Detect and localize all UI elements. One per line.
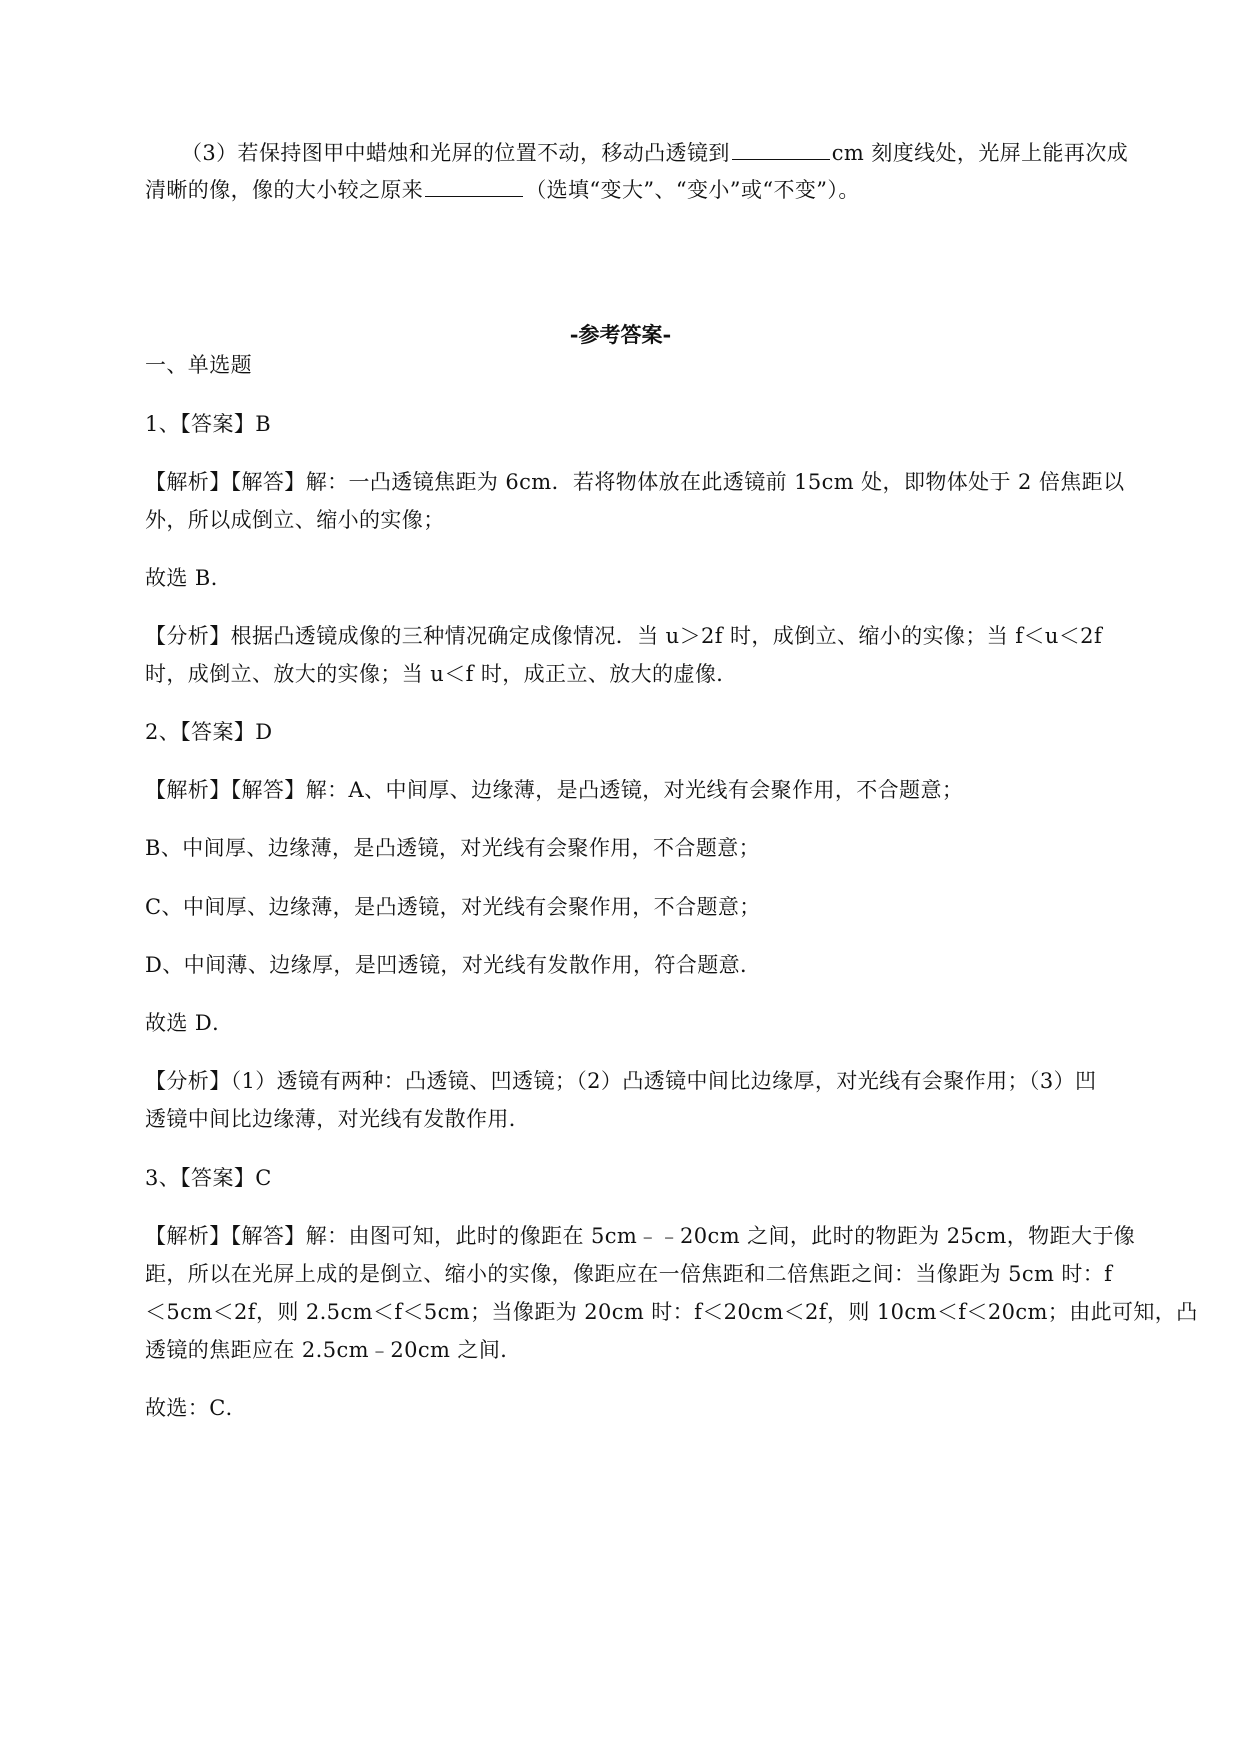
answer-2-analysis-b: B、中间厚、边缘薄，是凸透镜，对光线有会聚作用，不合题意； <box>145 836 761 860</box>
answer-1-analysis-line-2: 外，所以成倒立、缩小的实像； <box>145 508 445 532</box>
answer-1-label: 1、【答案】B <box>145 412 272 436</box>
question-3-text-2b: （选填“变大”、“变小”或“不变”）。 <box>525 178 860 202</box>
answer-1-fenxi-line-2: 时，成倒立、放大的实像；当 u＜f 时，成正立、放大的虚像． <box>145 662 738 686</box>
answer-blank-1 <box>732 139 830 160</box>
answer-2-analysis-c: C、中间厚、边缘薄，是凸透镜，对光线有会聚作用，不合题意； <box>145 895 761 919</box>
answer-2-fenxi-line-1: 【分析】（1）透镜有两种：凸透镜、凹透镜；（2）凸透镜中间比边缘厚，对光线有会聚作用；（3）凹 <box>145 1069 1097 1093</box>
section-title: 一、单选题 <box>145 353 252 377</box>
answer-2-fenxi-line-2: 透镜中间比边缘薄，对光线有发散作用． <box>145 1107 531 1131</box>
answer-1-choice: 故选 B． <box>145 566 233 590</box>
question-3-line-2 <box>145 175 1155 205</box>
answer-3-analysis-line-3: ＜5cm＜2f，则 2.5cm＜f＜5cm；当像距为 20cm 时：f＜20cm＜2f，则 10cm＜f＜20cm；由此可知，凸 <box>145 1300 1198 1324</box>
answer-3-analysis-line-2: 距，所以在光屏上成的是倒立、缩小的实像，像距应在一倍焦距和二倍焦距之间：当像距为 5cm 时：f <box>145 1262 1113 1286</box>
question-3-line-1 <box>181 138 1191 168</box>
answers-title: -参考答案- <box>569 322 672 347</box>
answer-3-choice: 故选：C． <box>145 1396 248 1420</box>
answer-2-label: 2、【答案】D <box>145 720 273 744</box>
answer-blank-2 <box>425 176 523 197</box>
answer-3-label: 3、【答案】C <box>145 1166 272 1190</box>
answer-1-analysis-line-1: 【解析】【解答】解：一凸透镜焦距为 6cm．若将物体放在此透镜前 15cm 处，即物体处于 2 倍焦距以 <box>145 470 1125 494</box>
answer-2-analysis-a: 【解析】【解答】解：A、中间厚、边缘薄，是凸透镜，对光线有会聚作用，不合题意； <box>145 778 964 802</box>
question-3-text-1a: （3）若保持图甲中蜡烛和光屏的位置不动，移动凸透镜到 <box>181 141 730 165</box>
answer-3-analysis-line-4: 透镜的焦距应在 2.5cm﹣20cm 之间． <box>145 1338 522 1362</box>
answer-2-analysis-d: D、中间薄、边缘厚，是凹透镜，对光线有发散作用，符合题意． <box>145 953 762 977</box>
answer-3-analysis-line-1: 【解析】【解答】解：由图可知，此时的像距在 5cm﹣﹣20cm 之间，此时的物距为 25cm，物距大于像 <box>145 1224 1136 1248</box>
answer-2-choice: 故选 D． <box>145 1011 234 1035</box>
answer-1-fenxi-line-1: 【分析】根据凸透镜成像的三种情况确定成像情况．当 u＞2f 时，成倒立、缩小的实像；当 f＜u＜2f <box>145 624 1103 648</box>
question-3-text-1b: cm 刻度线处，光屏上能再次成 <box>831 141 1129 165</box>
question-3-text-2a: 清晰的像，像的大小较之原来 <box>145 178 424 202</box>
